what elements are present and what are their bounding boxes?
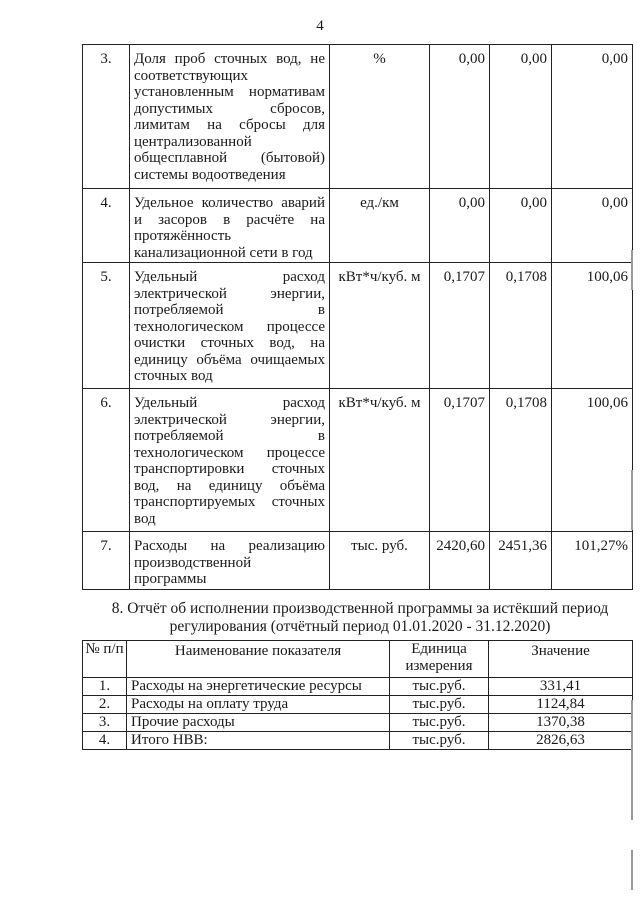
indicator-unit: кВт*ч/куб. м bbox=[330, 263, 430, 389]
row-number: 5. bbox=[83, 263, 130, 389]
row-number: 1. bbox=[83, 678, 127, 696]
header-value: Значение bbox=[489, 641, 633, 678]
row-number: 6. bbox=[83, 389, 130, 532]
table-row bbox=[83, 696, 633, 714]
value-fact: 0,00 bbox=[490, 189, 552, 263]
table-row bbox=[83, 189, 633, 263]
table-row bbox=[83, 678, 633, 696]
table-row bbox=[83, 263, 633, 389]
value-plan: 0,00 bbox=[430, 189, 490, 263]
indicator-unit: ед./км bbox=[330, 189, 430, 263]
header-name: Наименование показателя bbox=[127, 641, 390, 678]
value-plan: 0,1707 bbox=[430, 263, 490, 389]
table-header-row bbox=[83, 641, 633, 678]
row-unit: тыс.руб. bbox=[390, 714, 489, 732]
indicator-unit: тыс. руб. bbox=[330, 532, 430, 590]
row-unit: тыс.руб. bbox=[390, 696, 489, 714]
value-percent: 0,00 bbox=[552, 45, 633, 189]
value-plan: 0,1707 bbox=[430, 389, 490, 532]
row-number: 3. bbox=[83, 45, 130, 189]
value-percent: 100,06 bbox=[552, 389, 633, 532]
row-value: 1370,38 bbox=[489, 714, 633, 732]
row-number: 3. bbox=[83, 714, 127, 732]
value-fact: 0,1708 bbox=[490, 263, 552, 389]
row-number: 4. bbox=[83, 732, 127, 750]
row-name: Расходы на оплату труда bbox=[127, 696, 390, 714]
value-plan: 0,00 bbox=[430, 45, 490, 189]
table-row bbox=[83, 714, 633, 732]
table-row bbox=[83, 389, 633, 532]
indicator-name: Расходы на реализацию производственной программы bbox=[130, 532, 330, 590]
indicator-name: Доля проб сточных вод, не соответствующих установленным нормативам допустимых сбросов, лимитам на сбросы для централизованной общесплавной (бытовой) системы водоотведения bbox=[130, 45, 330, 189]
scan-edge-marks bbox=[631, 0, 634, 905]
indicator-unit: % bbox=[330, 45, 430, 189]
row-name: Итого НВВ: bbox=[127, 732, 390, 750]
row-value: 2826,63 bbox=[489, 732, 633, 750]
header-unit: Единица измерения bbox=[390, 641, 489, 678]
value-fact: 0,1708 bbox=[490, 389, 552, 532]
indicator-name: Удельный расход электрической энергии, потребляемой в технологическом процессе очистки сточных вод, на единицу объёма очищаемых сточных вод bbox=[130, 263, 330, 389]
indicators-table bbox=[82, 44, 633, 590]
table-row bbox=[83, 532, 633, 590]
section-8-caption: 8. Отчёт об исполнении производственной программы за истёкший период регулирования (отчётный период 01.01.2020 - 31.12.2020) bbox=[111, 600, 609, 635]
row-name: Расходы на энергетические ресурсы bbox=[127, 678, 390, 696]
row-number: 7. bbox=[83, 532, 130, 590]
value-fact: 2451,36 bbox=[490, 532, 552, 590]
value-percent: 100,06 bbox=[552, 263, 633, 389]
row-value: 1124,84 bbox=[489, 696, 633, 714]
row-number: 4. bbox=[83, 189, 130, 263]
row-unit: тыс.руб. bbox=[390, 678, 489, 696]
indicator-name: Удельный расход электрической энергии, потребляемой в технологическом процессе транспортировки сточных вод, на единицу объёма транспортируемых сточных вод bbox=[130, 389, 330, 532]
value-percent: 0,00 bbox=[552, 189, 633, 263]
table-row bbox=[83, 732, 633, 750]
value-percent: 101,27% bbox=[552, 532, 633, 590]
table-row bbox=[83, 45, 633, 189]
row-value: 331,41 bbox=[489, 678, 633, 696]
header-num: № п/п bbox=[83, 641, 127, 678]
value-plan: 2420,60 bbox=[430, 532, 490, 590]
row-number: 2. bbox=[83, 696, 127, 714]
indicator-unit: кВт*ч/куб. м bbox=[330, 389, 430, 532]
value-fact: 0,00 bbox=[490, 45, 552, 189]
indicator-name: Удельное количество аварий и засоров в расчёте на протяжённость канализационной сети в год bbox=[130, 189, 330, 263]
row-name: Прочие расходы bbox=[127, 714, 390, 732]
page-number: 4 bbox=[316, 18, 324, 34]
report-table bbox=[82, 640, 633, 750]
row-unit: тыс.руб. bbox=[390, 732, 489, 750]
